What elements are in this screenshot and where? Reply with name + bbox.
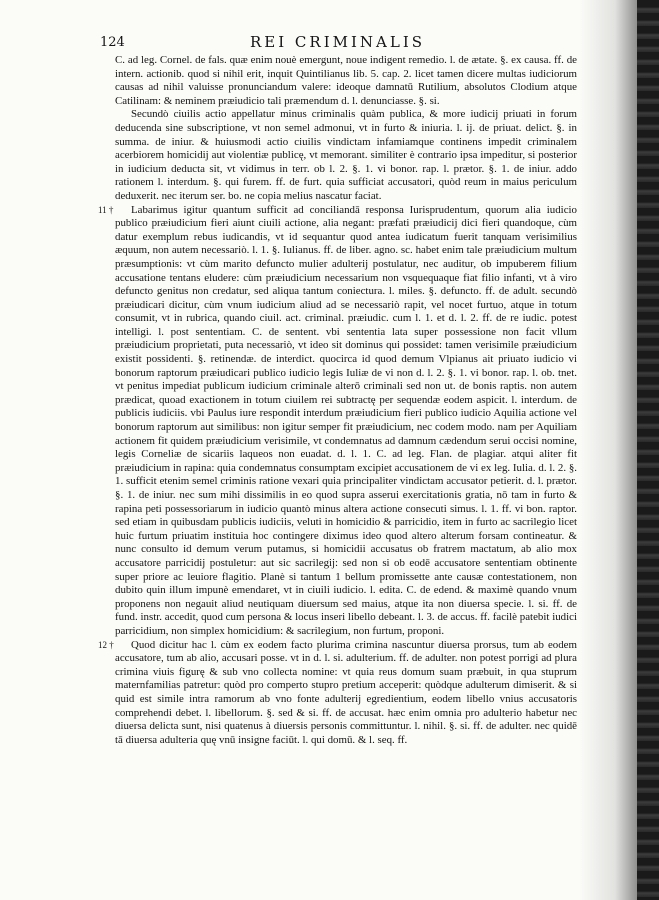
body-text bbox=[98, 54, 577, 884]
paragraph-3: Labarimus igitur quantum sufficit ad conciliandā responsa Iurisprudentum, quorum alia iudicio publico præiudicium fieri aiunt ciuili actione, alia negant: præfati præiudicij dici fieri quandoque, cùm datur exemplum rebus iudicandis, vt id sequantur quod antea iudicatum fuerit tanquam verisimilius æquum, non autem necessariò. l. 1. §. Iulianus. ff. de liber. agno. sc. habet enim tale præiudicium multum præsumptionis: vt cùm marito defuncto mulier adulterij postulatur, nec auditur, ob impuberem filium accusatione tentans eludere: cùm præiudicium necessarium non vsquequaque fiat filio infanti, vt à viro defuncto genitus non credatur, sed aliqua tantum coniectura. l. miles. §. defuncto. ff. de adult. secundò præiudicari dicitur, cùm vnum iudicium aliud ad se necessariò rapit, vel nocet furtuo, atque in totum consumit, vt in rubrica, quando ciuil. act. criminal. præiudic. cum l. 1. et d. l. 2. ff. de re iudic. potest intelligi. l. post sententiam. C. de sentent. vbi sententia lata super possessione non facit vllum præiudicium proprietati, puta necessariò, vt ideo sit dominus qui possidet: tamen verisimile præiudicium existit possidenti. §. retinendæ. de interdict. quocirca id quod demum Vlpianus ait priuato iudicio vi bonorum raptorum præiudicari publico iudicio legis Iuliæ de vi non d. l. 2. §. 1. vi bonor. rap. l. ob. tnet. vt penitus impediat publicum iudicium criminale alterō criminali sed non ut. de bonis raptis. non autem prædicat, quoad exactionem in totum ciuilem rei subtractę per sequendæ eodem aspicit. l. interdum. de publicis iudiciis. vbi Paulus iure respondit interdum præiudicium fieri publico iudicio Aquilia actione vel bonorum raptorum aut similibus: non igitur semper fit præiudicium, nec codem modo. nam per Aquiliam actionem fit quidem præiudicium verisimile, vt condemnatus ad damnum cædendum serui occisi nomine, legis Corneliæ de sicariis laqueos non euadat. d. l. 1. C. ad leg. Flan. de plagiar. atqui aliter fit præiudicium in rapina: quia condemnatus consumptam excipiet accusationem de vi ex leg. Iulia. d. l. 2. §. 1. sufficit etenim semel criminis ratione vexari quia principaliter vindictam accusator petierit. d. l. prætor. §. 1. de iniur. nec sum mihi dissimilis in eo quod supra asserui exercitationis gratia, nō tam in furto & rapina peti possessoriarum in iudicio quantò minus altera actione consecuti simus. l. 1. ff. vi bon. raptor. sed etiam in quibusdam publicis iudiciis, veluti in homicidio & parricidio, item in furto ac sacrilegio licet huic furtum priuatim instituia hoc contingere diximus ideo quod altero alterum forsam contineatur. & nunc consulto id demum verum putamus, si homicidii accusatus ob fratrem mactatum, ab alio mox accusatore parricidij postuletur: aut sic sacrilegij: sed non si ob eodē accusatore sententiam obtinente super priore ac leuiore flagitio. Planè si tantum 1 bellum promissette ante causæ contestationem, non dubito quin illum impunè emendaret, vt in ciuili iudicio. l. edita. C. de edend. & maximè quando vnum proponens non negauit aliud neutiquam diuersum sed maius, atque ita non diuersa specie. l. si. ff. de fund. instr. accedit, quod cum persona & locus inseri libello debeant. l. 3. de accus. ff. facilè patebit iudici parricidium, non simplex homicidium: & sacrilegium, non furtum, proponi. bbox=[115, 203, 577, 637]
paragraph-1: C. ad leg. Cornel. de fals. quæ enim nouè emergunt, noue indigent remedio. l. de ætate. §. ex causa. ff. de intern. actionib. quod si nihil erit, inquit Quintilianus lib. 5. cap. 2. licet tamen dicere multas iudiciorum causas ad nihil valuisse pronunciandum valere: ideoque damnatū Rutilium, absolutos Clodium atque Catilinam: & neminem præiudicio tali præmendum d. l. denunciasse. §. si. bbox=[115, 54, 577, 107]
paragraph-4: Quod dicitur hac l. cùm ex eodem facto plurima crimina nascuntur diuersa prorsus, tum ab eodem accusatore, tum ab alio, accusari posse. vt in d. l. si. adulterium. ff. de adulter. non potest porrigi ad plura crimina viuis figurę & sub vno collecta nomine: vt quia reus domum suam præbuit, in qua stuprum maternfamilias patretur: quòd pro comperto stupro pretium acceperit: quòdque adulterum dimiserit. & si quid est simile intra ramorum ab vno fonte adulterij egredientium, eodem libello vnius accusatoris comprehendi debet. l. libellorum. §. sed & si. ff. de accusat. hæc enim omnia pro adulterio habetur nec diuersa delicta sunt, nisi quatenus à diuersis personis committuntur. l. nihil. §. si. ff. de adulter. nec quidē tā diuersa adulteria quę vnū insigne faciūt. l. qui domū. & l. seq. ff. bbox=[115, 638, 577, 746]
running-title: REI CRIMINALIS bbox=[250, 33, 426, 51]
section-12 bbox=[98, 638, 577, 748]
section-11 bbox=[98, 203, 577, 639]
margin-number-12: 12 † bbox=[98, 639, 114, 650]
page-gutter-shadow bbox=[579, 0, 659, 900]
paragraph-2: Secundò ciuilis actio appellatur minus criminalis quàm publica, & more iudicij priuati in forum deducenda sine subscriptione, vt non semel admonui, vt in furto & iniuria. l. ij. de priuat. delict. §. in summa. de iniur. & huiusmodi actio ciuilis vindictam infamiamque continens impedit criminalem acerbiorem homicidij aut violentiæ publicę, vt memorant. similiter è contrario ipsa impeditur, si posterior in iudicium deducta sit, vt vidimus in terr. ob l. 2. §. 1. vi bonor. rap. l. prætor. §. 1. de iniur. addo rationem l. interdum. §. qui furem. ff. de furt. quia sufficiat accusatori, quòd reum in maius periculum deduxerit. nec iterum ser. bo. ne copia melius nascatur faciat. bbox=[115, 108, 577, 202]
margin-number-11: 11 † bbox=[98, 204, 114, 215]
page-number: 124 bbox=[100, 35, 125, 50]
page-header bbox=[100, 33, 560, 53]
